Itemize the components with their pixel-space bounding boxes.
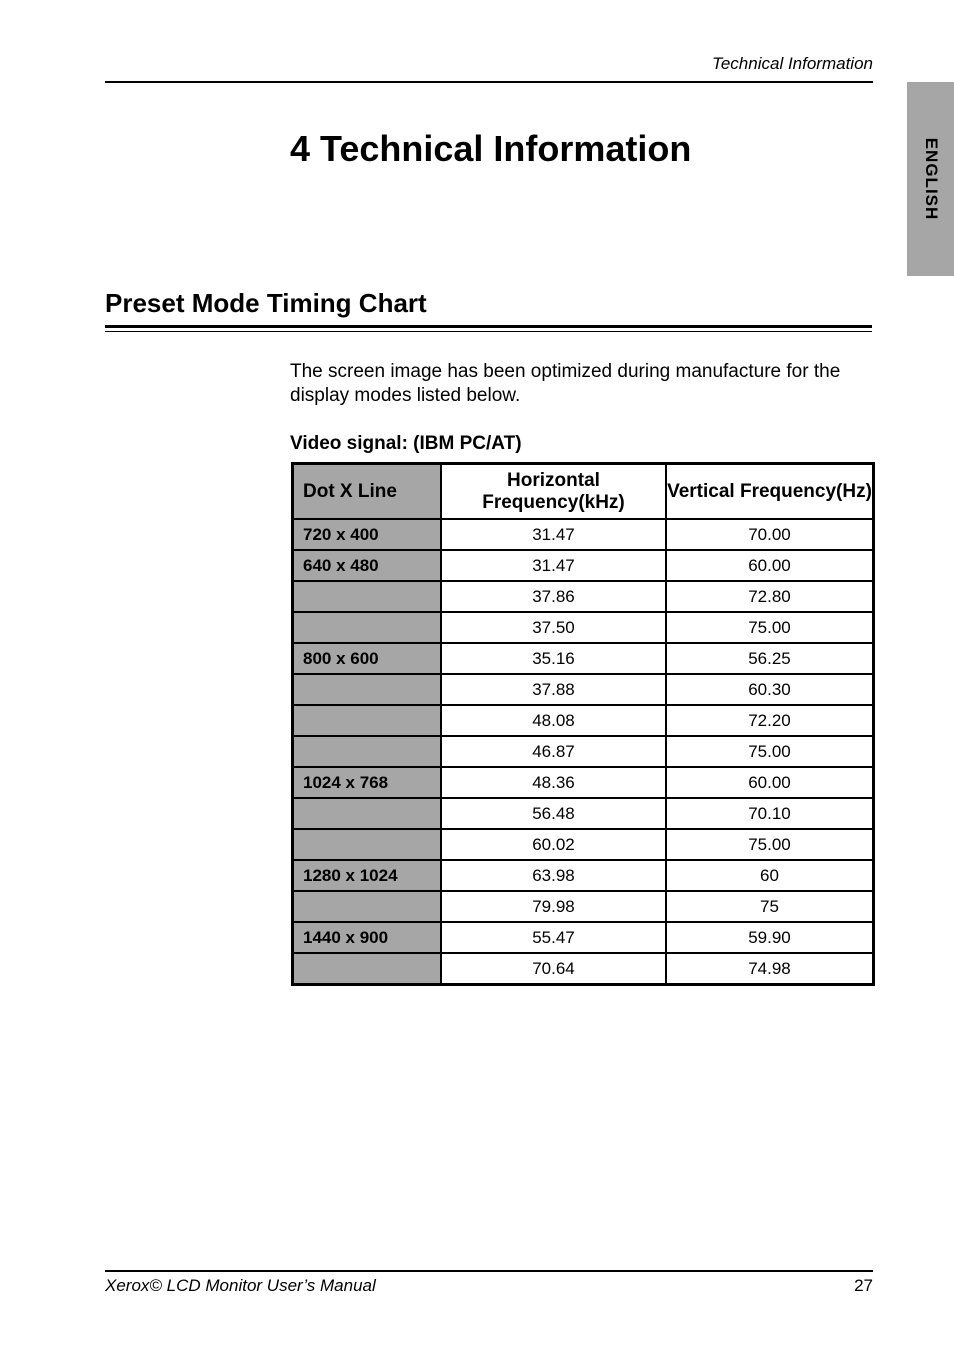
intro-paragraph: The screen image has been optimized during manufacture for the display modes listed below. xyxy=(290,361,841,406)
cell-horizontal-frequency: 63.98 xyxy=(441,860,666,891)
table-row xyxy=(293,736,874,767)
cell-dot-x-line xyxy=(293,705,442,736)
table-row xyxy=(293,953,874,985)
table-row xyxy=(293,612,874,643)
cell-vertical-frequency: 72.80 xyxy=(666,581,874,612)
table-row xyxy=(293,891,874,922)
table-row xyxy=(293,922,874,953)
table-row xyxy=(293,519,874,550)
cell-horizontal-frequency: 46.87 xyxy=(441,736,666,767)
cell-horizontal-frequency: 60.02 xyxy=(441,829,666,860)
cell-vertical-frequency: 60.30 xyxy=(666,674,874,705)
cell-dot-x-line xyxy=(293,736,442,767)
cell-horizontal-frequency: 37.88 xyxy=(441,674,666,705)
cell-horizontal-frequency: 55.47 xyxy=(441,922,666,953)
cell-horizontal-frequency: 37.50 xyxy=(441,612,666,643)
table-row xyxy=(293,860,874,891)
cell-vertical-frequency: 70.10 xyxy=(666,798,874,829)
cell-dot-x-line: 1024 x 768 xyxy=(293,767,442,798)
cell-vertical-frequency: 75.00 xyxy=(666,736,874,767)
cell-horizontal-frequency: 35.16 xyxy=(441,643,666,674)
footer-divider xyxy=(105,1270,873,1272)
table-row xyxy=(293,643,874,674)
table-body xyxy=(293,519,874,985)
timing-table xyxy=(291,462,875,986)
table-row xyxy=(293,798,874,829)
cell-vertical-frequency: 75.00 xyxy=(666,612,874,643)
cell-dot-x-line xyxy=(293,953,442,985)
header-dot-x-line: Dot X Line xyxy=(293,464,442,520)
table-header-row xyxy=(293,464,874,520)
cell-horizontal-frequency: 37.86 xyxy=(441,581,666,612)
language-tab xyxy=(907,82,954,276)
table-row xyxy=(293,581,874,612)
cell-dot-x-line: 720 x 400 xyxy=(293,519,442,550)
cell-vertical-frequency: 60.00 xyxy=(666,767,874,798)
cell-horizontal-frequency: 48.08 xyxy=(441,705,666,736)
page-number: 27 xyxy=(854,1276,873,1295)
cell-dot-x-line: 640 x 480 xyxy=(293,550,442,581)
cell-horizontal-frequency: 48.36 xyxy=(441,767,666,798)
cell-dot-x-line xyxy=(293,891,442,922)
header-divider xyxy=(105,81,873,83)
cell-dot-x-line xyxy=(293,798,442,829)
table-row xyxy=(293,674,874,705)
cell-vertical-frequency: 56.25 xyxy=(666,643,874,674)
chapter-title: 4 Technical Information xyxy=(290,128,692,169)
cell-horizontal-frequency: 31.47 xyxy=(441,550,666,581)
header-horizontal-frequency: Horizontal Frequency(kHz) xyxy=(441,464,666,520)
cell-vertical-frequency: 60 xyxy=(666,860,874,891)
cell-dot-x-line: 1440 x 900 xyxy=(293,922,442,953)
section-divider xyxy=(105,325,872,332)
cell-dot-x-line: 800 x 600 xyxy=(293,643,442,674)
cell-vertical-frequency: 70.00 xyxy=(666,519,874,550)
table-row xyxy=(293,550,874,581)
cell-horizontal-frequency: 56.48 xyxy=(441,798,666,829)
table-row xyxy=(293,829,874,860)
cell-horizontal-frequency: 79.98 xyxy=(441,891,666,922)
cell-horizontal-frequency: 31.47 xyxy=(441,519,666,550)
cell-dot-x-line xyxy=(293,581,442,612)
footer-manual-title: Xerox© LCD Monitor User’s Manual xyxy=(105,1276,376,1295)
cell-dot-x-line: 1280 x 1024 xyxy=(293,860,442,891)
running-header: Technical Information xyxy=(712,54,873,73)
cell-vertical-frequency: 72.20 xyxy=(666,705,874,736)
cell-vertical-frequency: 59.90 xyxy=(666,922,874,953)
cell-vertical-frequency: 75 xyxy=(666,891,874,922)
header-vertical-frequency: Vertical Frequency(Hz) xyxy=(666,464,874,520)
cell-dot-x-line xyxy=(293,674,442,705)
cell-dot-x-line xyxy=(293,612,442,643)
cell-dot-x-line xyxy=(293,829,442,860)
table-row xyxy=(293,705,874,736)
cell-vertical-frequency: 75.00 xyxy=(666,829,874,860)
language-tab-label: ENGLISH xyxy=(921,137,941,221)
section-title: Preset Mode Timing Chart xyxy=(105,288,427,318)
cell-horizontal-frequency: 70.64 xyxy=(441,953,666,985)
cell-vertical-frequency: 74.98 xyxy=(666,953,874,985)
table-row xyxy=(293,767,874,798)
cell-vertical-frequency: 60.00 xyxy=(666,550,874,581)
video-signal-label: Video signal: (IBM PC/AT) xyxy=(290,433,522,454)
